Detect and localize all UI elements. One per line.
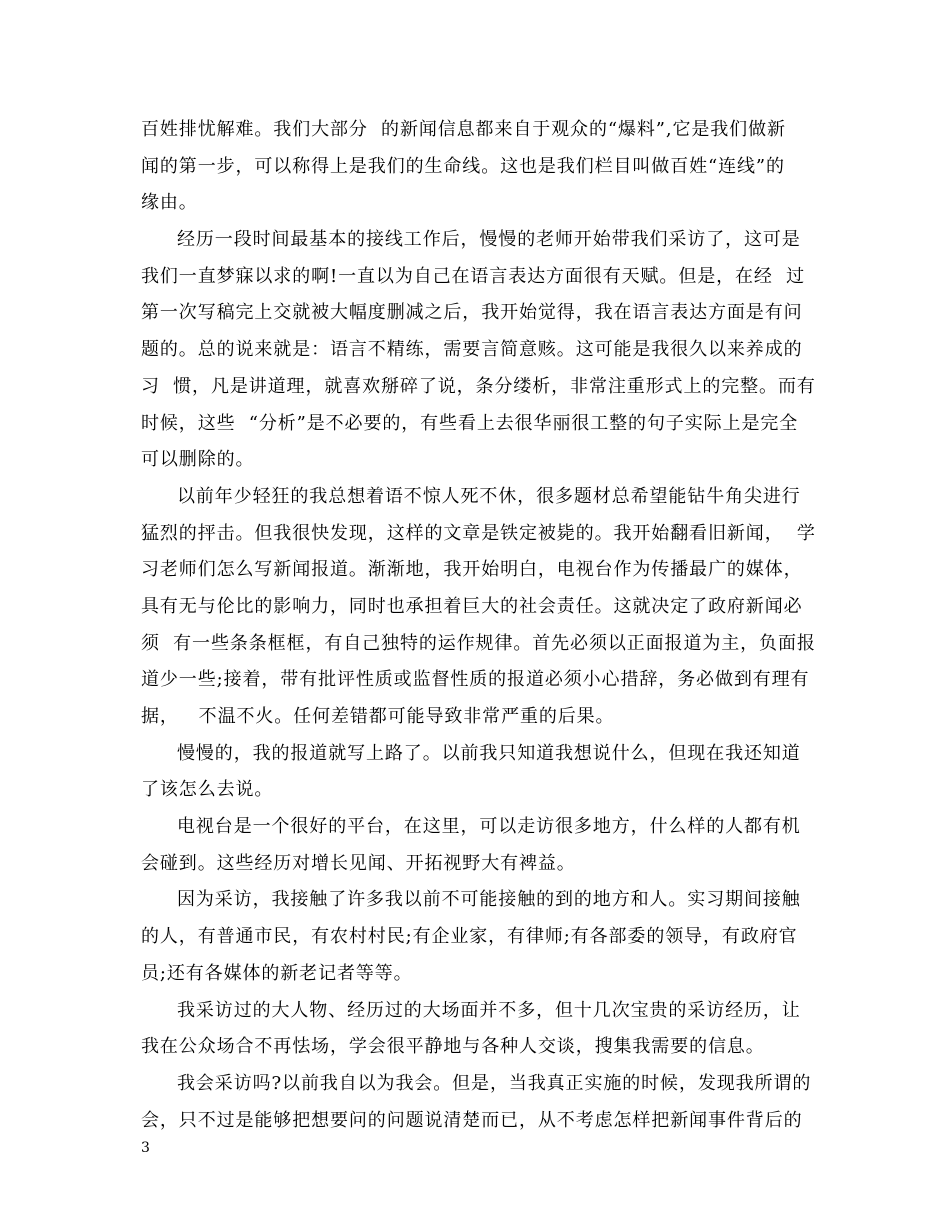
text-line: 习 惯，凡是讲道理，就喜欢掰碎了说，条分缕析，非常注重形式上的完整。而有 bbox=[141, 375, 816, 397]
text-line: 第一次写稿完上交就被大幅度删减之后，我开始觉得，我在语言表达方面是有问 bbox=[141, 302, 803, 324]
text-line: 以前年少轻狂的我总想着语不惊人死不休，很多题材总希望能钻牛角尖进行 bbox=[177, 485, 801, 507]
text-line: 我们一直梦寐以求的啊!一直以为自己在语言表达方面很有天赋。但是，在经 过 bbox=[141, 265, 805, 287]
text-line: 闻的第一步，可以称得上是我们的生命线。这也是我们栏目叫做百姓“连线”的 bbox=[141, 155, 785, 177]
text-line: 经历一段时间最基本的接线工作后，慢慢的老师开始带我们采访了，这可是 bbox=[177, 229, 801, 251]
text-line: 须 有一些条条框框，有自己独特的运作规律。首先必须以正面报道为主，负面报 bbox=[141, 632, 816, 654]
text-line: 电视台是一个很好的平台，在这里，可以走访很多地方，什么样的人都有机 bbox=[177, 816, 801, 838]
text-line: 习老师们怎么写新闻报道。渐渐地，我开始明白，电视台作为传播最广的媒体， bbox=[141, 559, 803, 581]
page-number: 3 bbox=[141, 1140, 150, 1156]
text-line: 缘由。 bbox=[141, 192, 198, 214]
body-text bbox=[141, 112, 816, 1139]
text-line: 的人，有普通市民，有农村村民;有企业家，有律师;有各部委的领导，有政府官 bbox=[141, 926, 798, 948]
text-line: 可以删除的。 bbox=[141, 449, 255, 471]
text-line: 具有无与伦比的影响力，同时也承担着巨大的社会责任。这就决定了政府新闻必 bbox=[141, 595, 803, 617]
text-line: 我会采访吗?以前我自以为我会。但是，当我真正实施的时候，发现我所谓的 bbox=[177, 1072, 812, 1094]
text-line: 因为采访，我接触了许多我以前不可能接触的到的地方和人。实习期间接触 bbox=[177, 889, 801, 911]
text-line: 据， 不温不火。任何差错都可能导致非常严重的后果。 bbox=[141, 706, 615, 727]
text-line: 道少一些;接着，带有批评性质或监督性质的报道必须小心措辞，务必做到有理有 bbox=[141, 669, 810, 691]
text-line: 猛烈的抨击。但我很快发现，这样的文章是铁定被毙的。我开始翻看旧新闻， 学 bbox=[141, 522, 816, 544]
text-line: 时候，这些 “分析”是不必要的，有些看上去很华丽很工整的句子实际上是完全 bbox=[141, 412, 799, 434]
text-line: 员;还有各媒体的新老记者等等。 bbox=[141, 962, 413, 984]
text-line: 百姓排忧解难。我们大部分 的新闻信息都来自于观众的“爆料”,它是我们做新 bbox=[141, 119, 786, 140]
text-line: 了该怎么去说。 bbox=[141, 779, 274, 801]
text-line: 会碰到。这些经历对增长见闻、开拓视野大有裨益。 bbox=[141, 852, 576, 874]
text-line: 我采访过的大人物、经历过的大场面并不多，但十几次宝贵的采访经历，让 bbox=[177, 999, 801, 1021]
text-line: 会，只不过是能够把想要问的问题说清楚而已，从不考虑怎样把新闻事件背后的 bbox=[141, 1109, 803, 1131]
text-line: 慢慢的，我的报道就写上路了。以前我只知道我想说什么，但现在我还知道 bbox=[177, 742, 801, 764]
text-line: 题的。总的说来就是：语言不精练，需要言简意赅。这可能是我很久以来养成的 bbox=[141, 339, 803, 361]
text-line: 我在公众场合不再怯场，学会很平静地与各种人交谈，搜集我需要的信息。 bbox=[141, 1036, 765, 1058]
